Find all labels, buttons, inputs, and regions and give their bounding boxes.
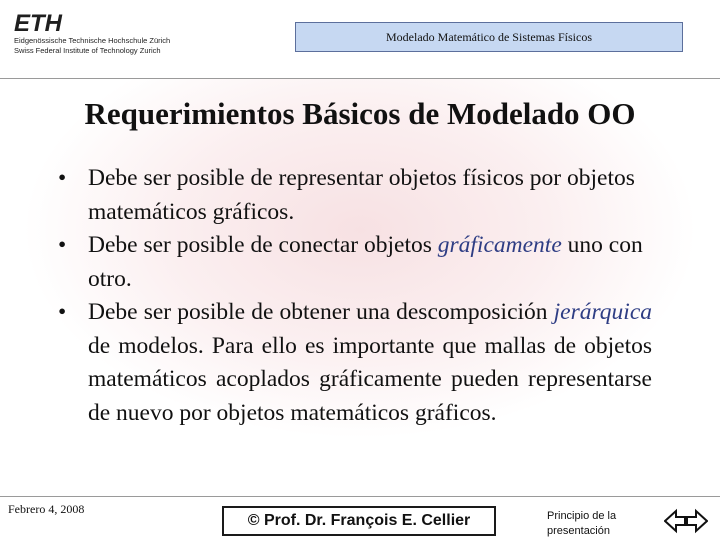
bullet-item	[58, 229, 652, 296]
eth-logo-line2: Swiss Federal Institute of Technology Zurich	[14, 46, 161, 55]
course-title-banner	[295, 22, 683, 52]
footer-divider	[0, 496, 720, 497]
header-divider	[0, 78, 720, 79]
forward-arrow-icon[interactable]	[687, 511, 707, 531]
bullet-text: uno con otro.	[88, 232, 643, 292]
bullet-emphasis: jerárquica	[553, 299, 652, 325]
eth-logo	[14, 12, 170, 56]
bullet-item	[58, 296, 652, 430]
bullet-text: Debe ser posible de obtener una descomposición	[88, 299, 554, 325]
back-arrow-icon[interactable]	[665, 511, 685, 531]
start-of-presentation-link[interactable]: Principio de la presentación	[547, 510, 617, 537]
slide-title: Requerimientos Básicos de Modelado OO	[84, 96, 636, 131]
bullet-item	[58, 162, 652, 229]
author-name: © Prof. Dr. François E. Cellier	[247, 512, 471, 529]
author-credit	[222, 506, 496, 536]
eth-logo-mark: ETH	[14, 10, 62, 37]
slide-header	[0, 0, 720, 78]
bullet-dot: •	[58, 299, 67, 325]
course-title: Modelado Matemático de Sistemas Físicos	[386, 29, 592, 44]
bullet-dot: •	[58, 165, 67, 191]
slide-date: Febrero 4, 2008	[8, 502, 85, 516]
bullet-list	[58, 162, 652, 430]
bullet-emphasis: gráficamente	[437, 232, 562, 258]
bullet-text: de modelos. Para ello es importante que mallas de objetos matemáticos acoplados gráficamente pueden representarse de nuevo por objetos matemáticos gráficos.	[88, 332, 652, 426]
back-forward-arrows-icon[interactable]	[664, 508, 708, 534]
eth-logo-line1: Eidgenössische Technische Hochschule Zürich	[14, 36, 171, 45]
bullet-text: Debe ser posible de conectar objetos	[88, 232, 438, 258]
bullet-text: Debe ser posible de representar objetos físicos por objetos matemáticos gráficos.	[88, 165, 635, 225]
bullet-dot: •	[58, 232, 67, 258]
